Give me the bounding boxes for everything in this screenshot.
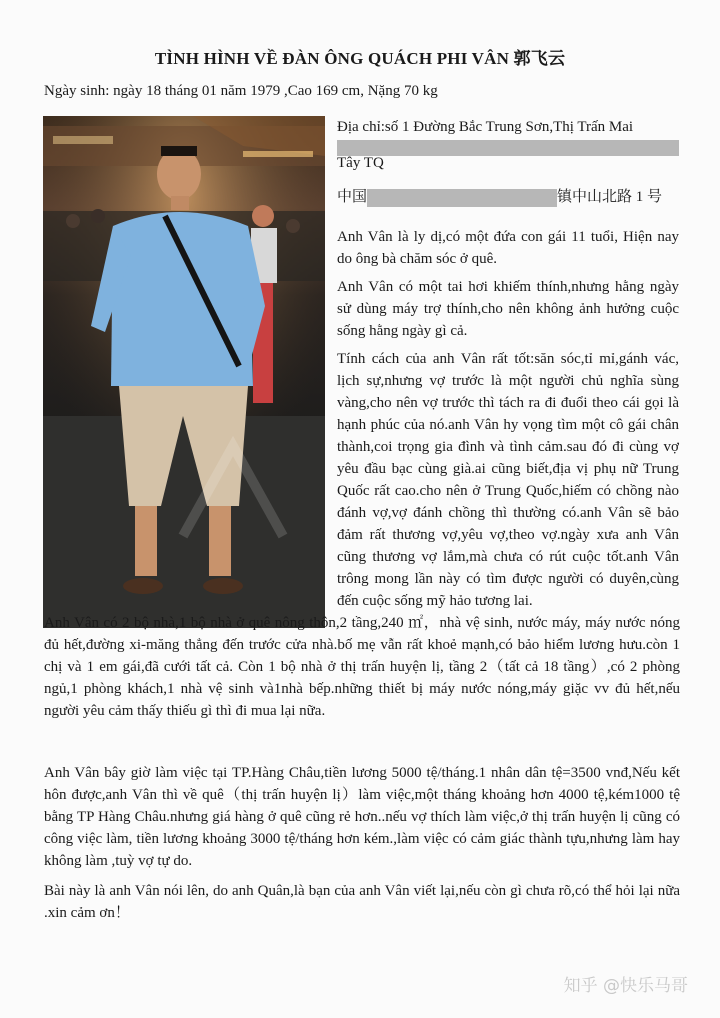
address-line-2: Tây TQ: [337, 155, 384, 171]
address-line-1: [337, 116, 679, 156]
document-title: TÌNH HÌNH VỀ ĐÀN ÔNG QUÁCH PHI VÂN 郭飞云: [154, 49, 566, 68]
address-cn-prefix: 中国: [337, 189, 368, 205]
portrait-illustration: [43, 116, 325, 628]
paragraph-property-text: Anh Vân có 2 bộ nhà,1 bộ nhà ở quê nông thôn,2 tầng,240 ㎡，nhà vệ sinh, nước máy, máy nước nóng đủ hết,đường xi-măng thẳng đến trước cửa nhà.bố mẹ vẫn rất khoẻ mạnh,có bảo hiểm lương hưu.còn 1 chị và 1 em gái,đã cưới tất cả. Còn 1 bộ nhà ở thị trấn huyện lị, tầng 2（tất cả 18 tầng）,có 2 phòng ngủ,1 phòng khách,1 nhà vệ sinh và1nhà bếp.những thiết bị máy nước nóng,máy giặc vv đủ hết,nếu người yêu cảm thấy thiếu gì thì đi mua lại nữa.: [44, 615, 680, 719]
redaction-bar: [367, 189, 557, 207]
paragraph-personality: Tính cách của anh Vân rất tốt:săn sóc,tỉ mỉ,gánh vác, lịch sự,nhưng vợ trước là một người chủ nghĩa sùng vàng,cho nên vợ trước thì tách ra đi đuổi theo cái gọi là hạnh phúc của nó.anh Vân hy vọng tìm một cô gái chân thành,coi trọng gia đình và tình cảm.sau đó đi cùng vợ yêu đầu bạc cùng già.ai cũng biết,địa vị phụ nữ Trung Quốc rất cao.cho nên ở Trung Quốc,hiếm có chồng nào đánh vợ,vợ đánh chồng thì thường có.anh Vân sẽ bảo đảm rất thương vợ,yêu vợ,theo vợ.ngày xưa anh Vân cũng thương vợ lắm,mà chưa có rút cuộc tốt.anh Vân trông mong lần này có tìm được người có duyên,cùng đến cuộc sống mỹ hảo tương lai.: [337, 351, 679, 609]
paragraph-divorce: Anh Vân là ly dị,có một đứa con gái 11 tuổi, Hiện nay do ông bà chăm sóc ở quê.: [337, 229, 679, 267]
address-line-1-text: Địa chỉ:số 1 Đường Bắc Trung Sơn,Thị Trấn Mai: [337, 119, 634, 135]
portrait-photo: [43, 116, 325, 628]
paragraph-closing: Bài này là anh Vân nói lên, do anh Quân,là bạn của anh Vân viết lại,nếu còn gì chưa rõ,có thể hỏi lại nữa .xin cảm ơn！: [44, 883, 680, 921]
paragraph-work: Anh Vân bây giờ làm việc tại TP.Hàng Châu,tiền lương 5000 tệ/tháng.1 nhân dân tệ=3500 vnđ,Nếu kết hôn được,anh Vân thì về quê（thị trấn huyện lị）làm việc,một tháng khoảng hơn 4000 tệ,kém1000 tệ bằng TP Hàng Châu.nhưng giá hàng ở quê cũng rẻ hơn..nếu vợ thích làm việc,ở thị trấn huyện lị cũng có công việc làm, tiền lương khoảng 3000 tệ/tháng hơn kém.,làm việc có cảm giác thành tựu,nhưng làm hay không làm ,tuỳ vợ tự do.: [44, 765, 680, 869]
address-cn-suffix: 镇中山北路 1 号: [557, 189, 663, 205]
address-chinese: [337, 186, 679, 208]
birth-info: Ngày sinh: ngày 18 tháng 01 năm 1979 ,Cao 169 cm, Nặng 70 kg: [44, 83, 438, 99]
paragraph-property: [44, 612, 680, 722]
zhihu-watermark: 知乎 @快乐马哥: [563, 976, 688, 996]
paragraph-hearing: Anh Vân có một tai hơi khiếm thính,nhưng hằng ngày sử dùng máy trợ thính,cho nên không ảnh hưởng cuộc sống hằng ngày gì cả.: [337, 279, 679, 339]
